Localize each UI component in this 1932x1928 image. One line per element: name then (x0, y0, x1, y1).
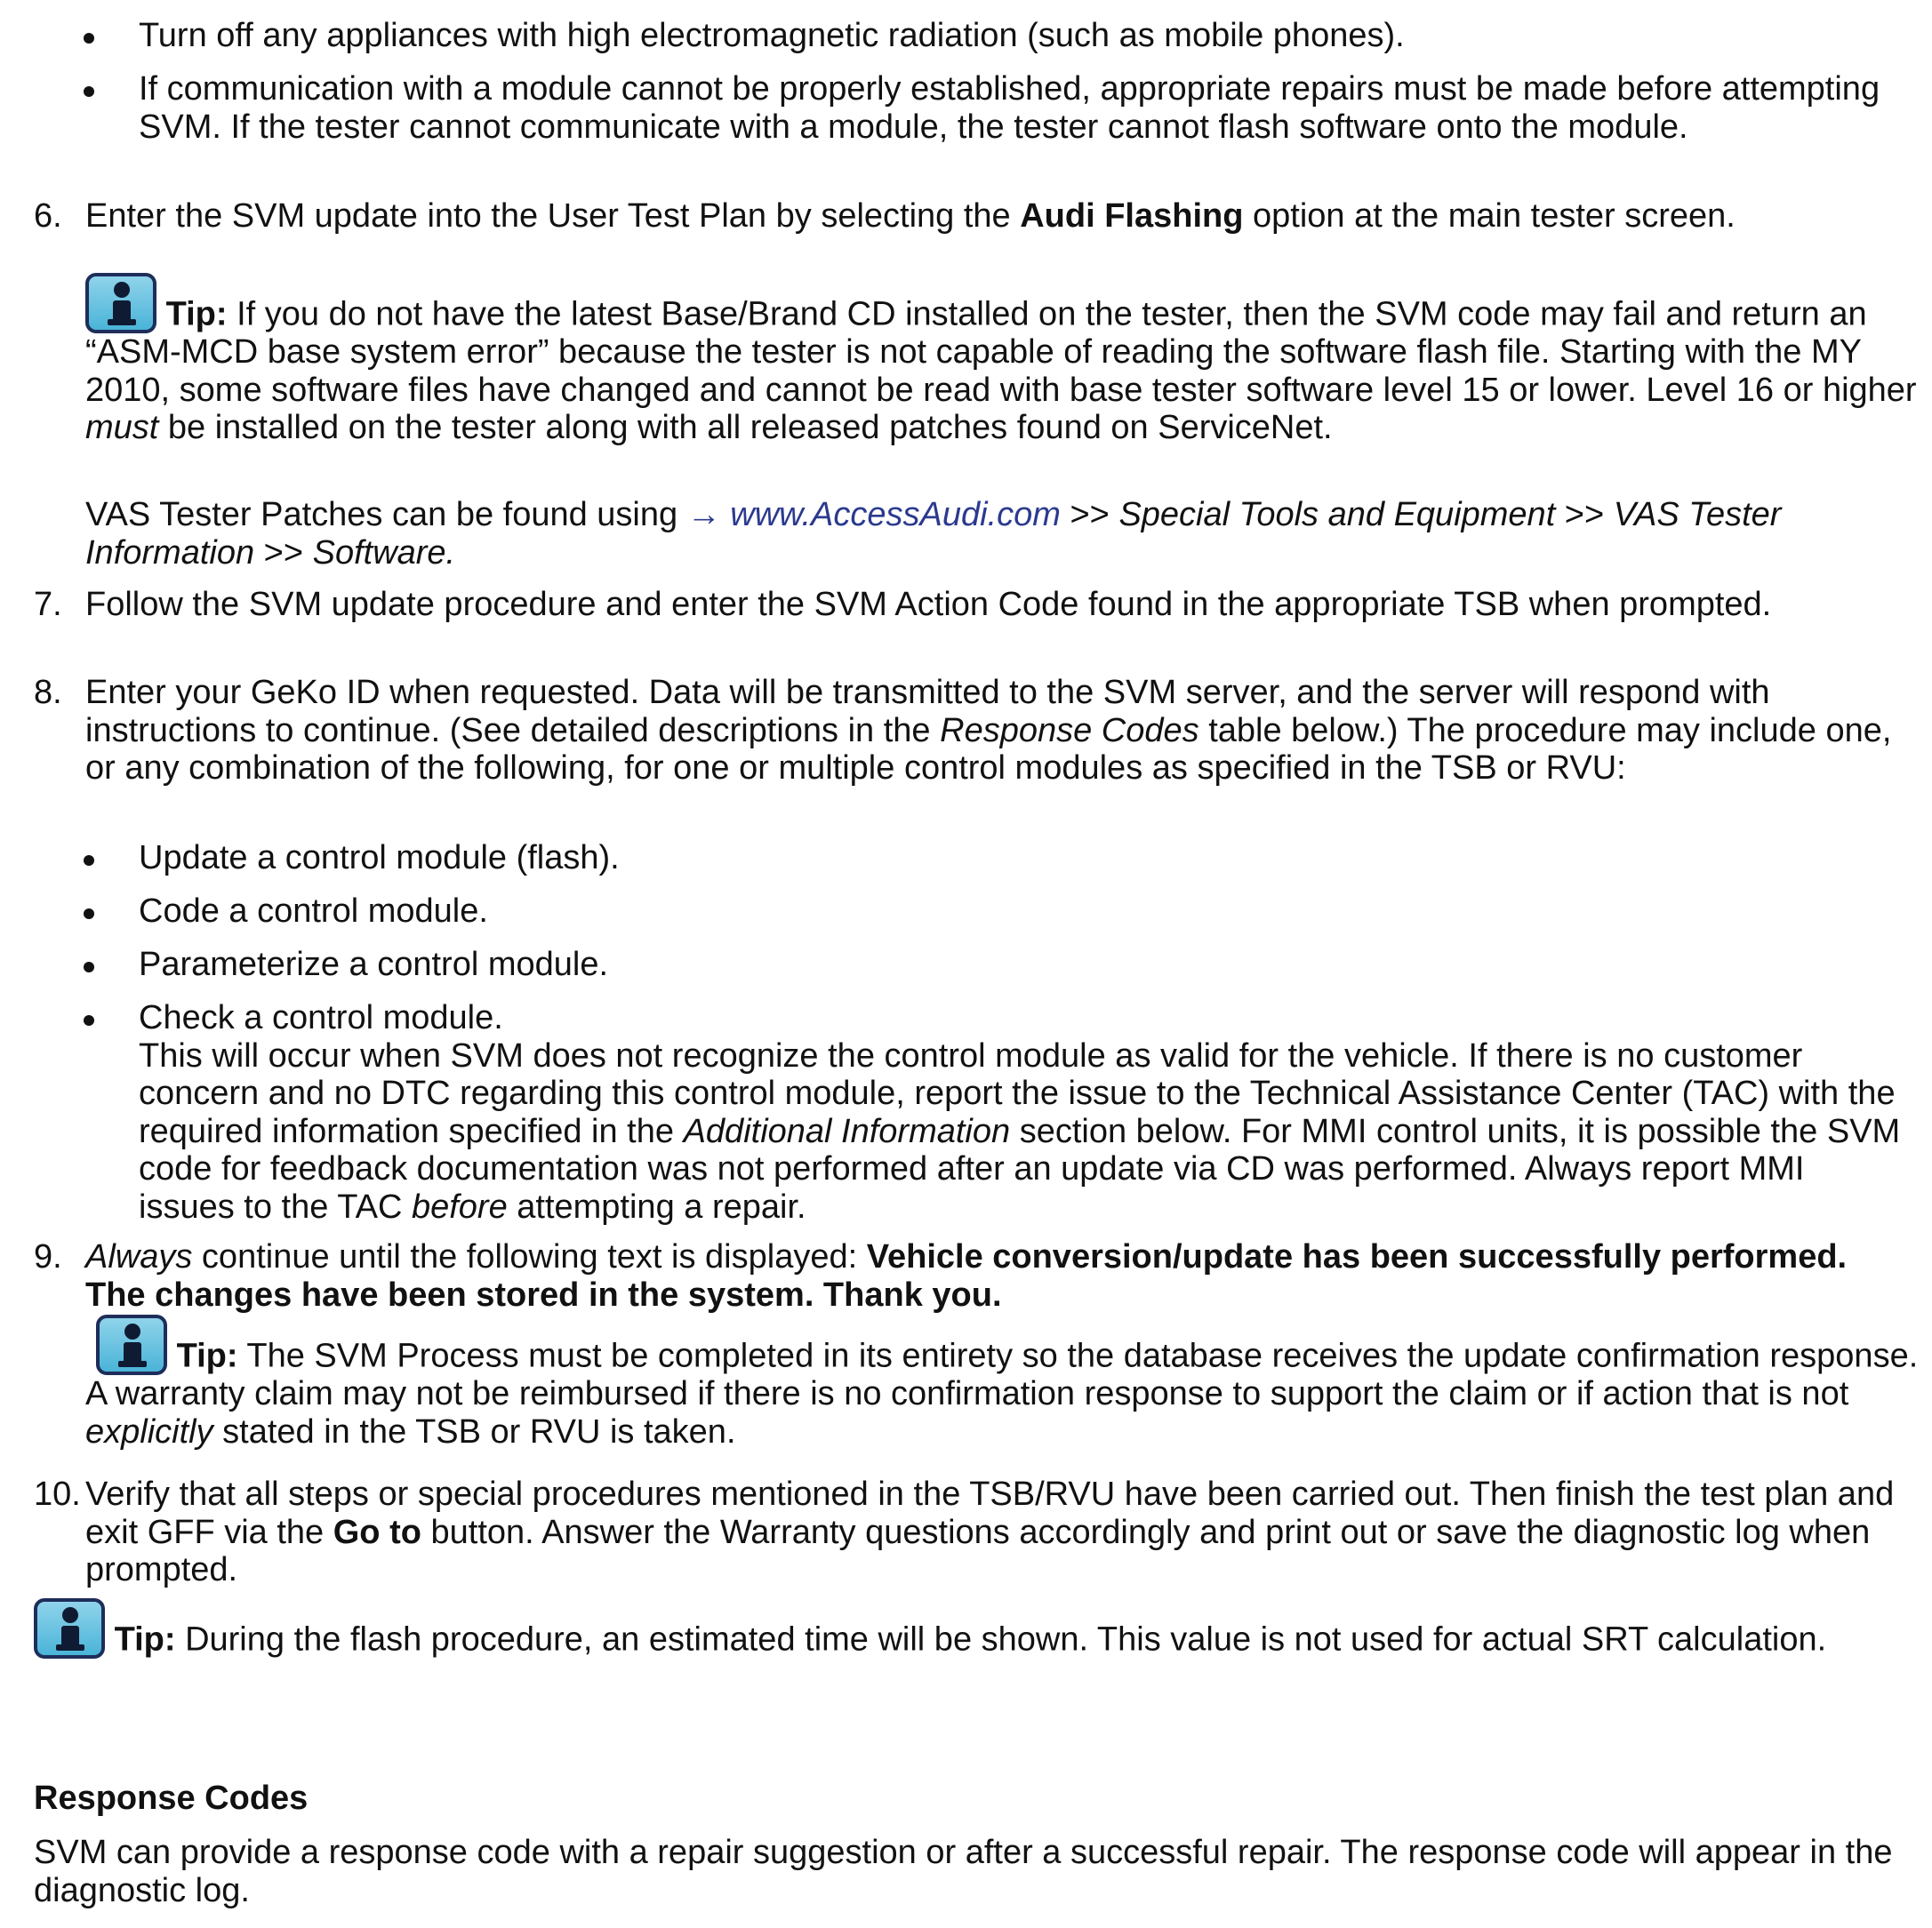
step-6-text: Enter the SVM update into the User Test Plan by selecting the Audi Flashing option at the main tester screen. (85, 197, 1736, 235)
step-7-text: Follow the SVM update procedure and enter the SVM Action Code found in the appropriate TSB when prompted. (85, 586, 1772, 623)
tip-block (34, 1598, 1901, 1659)
bullet-text: Parameterize a control module. (139, 946, 609, 983)
tip-label: Tip: (114, 1620, 176, 1659)
tip-text: If you do not have the latest Base/Brand CD installed on the tester, then the SVM code may fail and return an “ASM-MCD base system error” because the tester is not capable of reading the software flash file. Starting with the MY 2010, some software files have changed and cannot be read with base tester software level 15 or lower. Level 16 or higher (85, 295, 1917, 409)
bullet-text: Turn off any appliances with high electromagnetic radiation (such as mobile phones). (139, 17, 1405, 54)
response-codes-text: SVM can provide a response code with a repair suggestion or after a successful repair. The response code will appear in the diagnostic log. (34, 1834, 1893, 1909)
tip-text: The SVM Process must be completed in its entirety so the database receives the update confirmation response. A warranty claim may not be reimbursed if there is no confirmation response to support the claim or if action that is not (85, 1337, 1919, 1412)
bullet-check-module: Check a control module. This will occur when SVM does not recognize the control module as valid for the vehicle. If there is no customer concern and no DTC regarding this control module, report the issue to the Technical Assistance Center (TAC) with the required information specified in the Additional Information section below. For MMI control units, it is possible the SVM code for feedback documentation was not performed after an update via CD was performed. Always report MMI issues to the TAC before attempting a repair. (139, 999, 1901, 1226)
section-heading: Response Codes (34, 1780, 309, 1817)
bullet-text: Code a control module. (139, 892, 488, 930)
info-icon (85, 273, 156, 333)
patches-line: VAS Tester Patches can be found using → www.AccessAudi.com >> Special Tools and Equipment >> VAS Tester Information >> Software. (85, 496, 1782, 572)
tip-label: Tip: (165, 295, 228, 333)
info-icon (96, 1315, 167, 1375)
step-10-text: Verify that all steps or special procedures mentioned in the TSB/RVU have been carried out. Then finish the test plan and exit GFF via the Go to button. Answer the Warranty questions accordingly and print out or save the diagnostic log when prompted. (85, 1476, 1895, 1589)
step-number: 6. (34, 197, 62, 235)
step-number: 7. (34, 586, 62, 623)
step-8-text: Enter your GeKo ID when requested. Data will be transmitted to the SVM server, and the server will respond with instructions to continue. (See detailed descriptions in the Response Codes table below.) The procedure may include one, or any combination of the following, for one or multiple control modules as specified in the TSB or RVU: (85, 674, 1892, 788)
info-icon (34, 1598, 105, 1659)
accessaudi-link[interactable]: → www.AccessAudi.com (686, 496, 1061, 533)
tip-text: During the flash procedure, an estimated time will be shown. This value is not used for actual SRT calculation. (175, 1620, 1827, 1659)
tip-label: Tip: (176, 1337, 238, 1375)
step-number: 9. (34, 1238, 62, 1276)
step-9-text: Always continue until the following text is displayed: Vehicle conversion/update has been successfully performed. The changes have been stored in the system. Thank you. (85, 1238, 1848, 1314)
step-number: 8. (34, 674, 62, 711)
bullet-text: Update a control module (flash). (139, 839, 620, 876)
bullet-text: If communication with a module cannot be properly established, appropriate repairs must be made before attempting SVM. If the tester cannot communicate with a module, the tester cannot flash software onto the module. (139, 70, 1880, 146)
step-number: 10. (34, 1476, 81, 1513)
tip-block: Tip: If you do not have the latest Base/Brand CD installed on the tester, then the SVM code may fail and return an “ASM-MCD base system error” because the tester is not capable of reading the software flash file. Starting with the MY 2010, some software files have changed and cannot be read with base tester software level 15 or lower. Level 16 or higher must be installed on the tester along with all released patches found on ServiceNet. (85, 273, 1917, 447)
tip-block: Tip: The SVM Process must be completed in its entirety so the database receives the update confirmation response. A warranty claim may not be reimbursed if there is no confirmation response to support the claim or if action that is not explicitly stated in the TSB or RVU is taken. (85, 1315, 1924, 1451)
